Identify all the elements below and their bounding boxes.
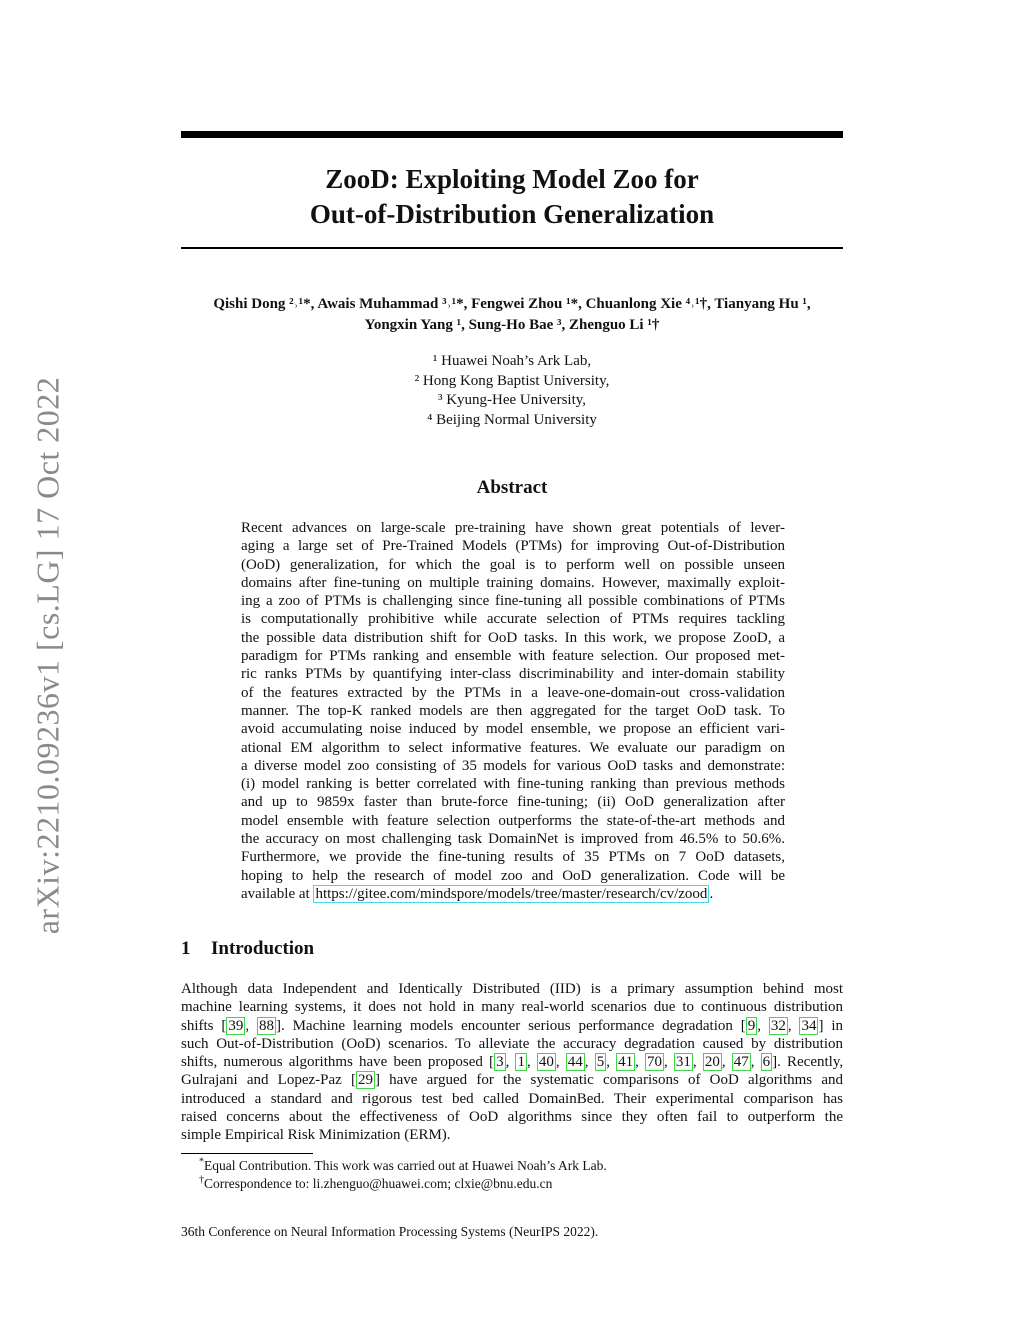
abstract-line: the possible data distribution shift for OoD tasks. In this work, we propose ZooD, a [241, 629, 785, 646]
section-heading [181, 938, 843, 960]
citation-link[interactable]: 3 [496, 1054, 504, 1071]
affiliations [181, 352, 843, 430]
title-rule-top [181, 131, 843, 138]
abstract-line: aging a large set of Pre-Trained Models (PTMs) for improving Out-of-Distribution [241, 538, 785, 555]
citation-link[interactable]: 20 [704, 1054, 720, 1071]
intro-text: ] have argued for the systematic comparisons of OoD algorithms and [374, 1072, 843, 1089]
paper-title [181, 162, 843, 232]
abstract-line-last [241, 885, 785, 903]
citation-link[interactable]: 32 [770, 1017, 786, 1034]
section-title: Introduction [211, 938, 315, 959]
abstract-line: is computationally prohibitive while accurate selection of PTMs requires tackling [241, 611, 785, 628]
citation-link[interactable]: 47 [733, 1054, 749, 1071]
abstract-line: hoping to help the research of model zoo and OoD generalization. Code will be [241, 867, 785, 884]
intro-text: Gulrajani and Lopez-Paz [ [181, 1072, 356, 1089]
abstract-line: (i) model ranking is better correlated with fine-tuning ranking than previous methods [241, 776, 785, 793]
introduction-body [181, 980, 843, 1145]
intro-text: ]. Recently, [772, 1054, 844, 1071]
footnote [199, 1175, 839, 1193]
footnotes [199, 1157, 839, 1193]
abstract-line: ric ranks PTMs by quantifying inter-class discriminability and inter-domain stability [241, 666, 785, 683]
citation-link[interactable]: 34 [801, 1017, 817, 1034]
abstract-line: of the features extracted by the PTMs in a leave-one-domain-out cross-validation [241, 684, 785, 701]
abstract-line: the accuracy on most challenging task DomainNet is improved from 46.5% to 50.6%. [241, 831, 785, 848]
abstract-line: ational EM algorithm to select informative features. We evaluate our paradigm on [241, 739, 785, 756]
citation-link[interactable]: 9 [747, 1017, 756, 1034]
arxiv-stamp [28, 360, 68, 950]
intro-text: shifts, numerous algorithms have been proposed [ [181, 1054, 495, 1071]
affiliation: ² Hong Kong Baptist University, [414, 372, 610, 389]
abstract-last-suffix: . [709, 885, 714, 902]
affiliation: ¹ Huawei Noah’s Ark Lab, [432, 353, 592, 369]
citation-link[interactable]: 44 [567, 1054, 583, 1071]
intro-line: machine learning systems, it does not hold in many real-world scenarios due to continuous distribution [181, 999, 843, 1016]
abstract-heading: Abstract [476, 477, 548, 498]
abstract-line: ing a zoo of PTMs is challenging since fine-tuning all possible combinations of PTMs [241, 593, 785, 610]
author-line: Yongxin Yang ¹, Sung-Ho Bae ³, Zhenguo Li ¹† [364, 317, 660, 333]
author-line: Qishi Dong ²˒¹*, Awais Muhammad ³˒¹*, Fengwei Zhou ¹*, Chuanlong Xie ⁴˒¹†, Tianyang Hu ¹, [213, 296, 811, 312]
abstract-line: model ensemble with feature selection outperforms the state-of-the-art methods and [241, 812, 785, 829]
intro-text: ] in [818, 1017, 843, 1034]
intro-text: shifts [ [181, 1017, 227, 1034]
citation-link[interactable]: 88 [258, 1017, 274, 1034]
footnote-rule [181, 1153, 313, 1154]
intro-line [181, 1071, 843, 1089]
citation-link[interactable]: 70 [647, 1054, 662, 1071]
title-rule-bottom [181, 247, 843, 249]
footnote [199, 1157, 839, 1175]
intro-text: ]. Machine learning models encounter serious performance degradation [ [275, 1017, 746, 1034]
affiliation: ⁴ Beijing Normal University [427, 411, 597, 428]
citation-link[interactable]: 29 [357, 1072, 373, 1089]
abstract-last-prefix: available at [241, 885, 314, 902]
abstract-line: (OoD) generalization, for which the goal is to perform well on possible unseen [241, 556, 785, 573]
intro-line: raised concerns about the effectiveness of OoD algorithms since they often fail to outperform the [181, 1109, 843, 1126]
abstract-body [241, 519, 785, 903]
intro-line: shifts [ 39 , 88 ]. Machine learning models encounter serious performance degradation [ 9 , 32 , 34 ] in [181, 1017, 843, 1034]
title-line: Out-of-Distribution Generalization [309, 199, 715, 229]
abstract-line: avoid accumulating noise induced by model ensemble, we propose an efficient vari- [241, 721, 785, 738]
intro-line: shifts, numerous algorithms have been proposed [ 3 , 1 , 40 , 44 , 5 , 41 , 70 , 31 , 20 , 47 , 6 ]. Recently, [181, 1054, 844, 1071]
intro-line: such Out-of-Distribution (OoD) scenarios. To alleviate the accuracy degradation caused by distribution [181, 1035, 843, 1052]
abstract-line: manner. The top-K ranked models are then aggregated for the target OoD task. To [241, 702, 785, 719]
citation-link[interactable]: 6 [762, 1054, 771, 1071]
section-number: 1 [181, 938, 191, 959]
citation-link[interactable]: 41 [618, 1054, 634, 1071]
footnote-mark: * [199, 1156, 204, 1168]
conference-note: 36th Conference on Neural Information Processing Systems (NeurIPS 2022). [181, 1224, 599, 1239]
code-link[interactable]: https://gitee.com/mindspore/models/tree/master/research/cv/zood [315, 885, 708, 902]
citation-link[interactable]: 5 [596, 1054, 605, 1071]
abstract-line: domains after fine-tuning on multiple training domains. However, maximally exploit- [241, 574, 785, 591]
abstract-line: a diverse model zoo consisting of 35 models for various OoD tasks and demonstrate: [241, 757, 785, 774]
footnote-text: Correspondence to: li.zhenguo@huawei.com; clxie@bnu.edu.cn [204, 1176, 553, 1191]
intro-line: simple Empirical Risk Minimization (ERM). [181, 1127, 451, 1144]
title-line: ZooD: Exploiting Model Zoo for [325, 164, 699, 194]
arxiv-stamp-text: arXiv:2210.09236v1 [cs.LG] 17 Oct 2022 [29, 376, 66, 934]
author-list [171, 294, 853, 336]
intro-line: Although data Independent and Identically Distributed (IID) is a primary assumption behind most [181, 981, 843, 997]
citation-link[interactable]: 40 [538, 1054, 554, 1071]
abstract-line: Recent advances on large-scale pre-training have shown great potentials of lever- [241, 520, 785, 536]
citation-link[interactable]: 39 [228, 1017, 244, 1034]
abstract-line: paradigm for PTMs ranking and ensemble with feature selection. Our proposed met- [241, 648, 785, 665]
abstract-line: and up to 9859x faster than brute-force fine-tuning; (ii) OoD generalization after [241, 794, 785, 811]
intro-line: introduced a standard and rigorous test bed called DomainBed. Their experimental comparison has [181, 1090, 843, 1107]
citation-link[interactable]: 31 [675, 1054, 691, 1071]
abstract-line: Furthermore, we provide the fine-tuning results of 35 PTMs on 7 OoD datasets, [241, 849, 785, 866]
affiliation: ³ Kyung-Hee University, [437, 392, 587, 408]
footnote-text: Equal Contribution. This work was carried out at Huawei Noah’s Ark Lab. [204, 1158, 607, 1173]
footnote-mark: † [199, 1174, 204, 1186]
citation-link[interactable]: 1 [517, 1054, 525, 1071]
